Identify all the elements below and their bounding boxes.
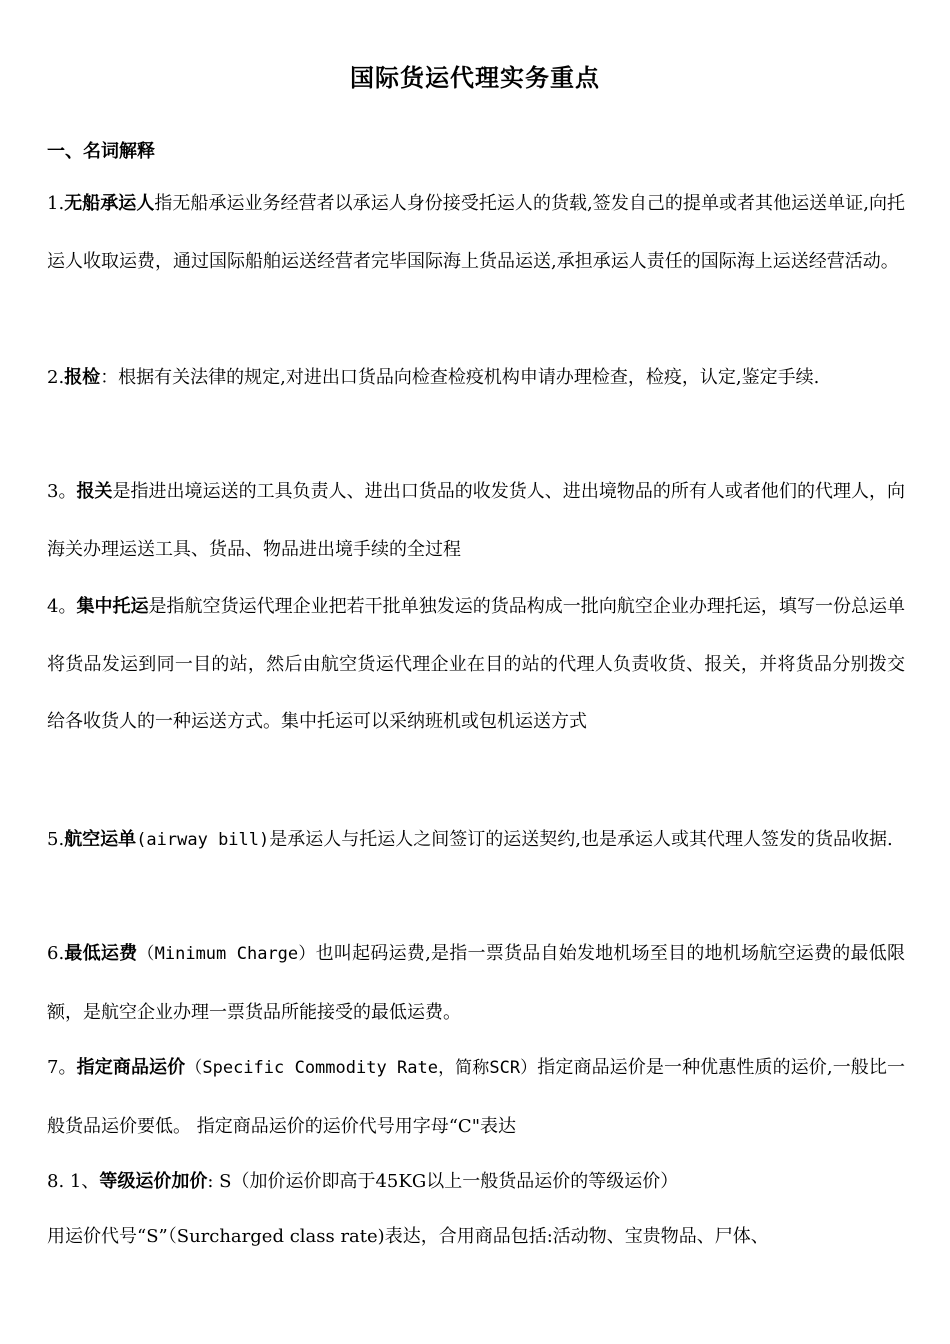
section-heading: 一、名词解释 xyxy=(47,141,155,162)
item-body: 指定商品运价是一种优惠性质的运价,一般比一般货品运价要低。 指定商品运价的运价代号用字母“C"表达 xyxy=(47,1057,906,1137)
definition-item-7 xyxy=(47,1039,905,1155)
item-term: 航空运单 xyxy=(64,829,137,850)
item-term: 报关 xyxy=(76,481,113,502)
item-term: 指定商品运价 xyxy=(76,1057,186,1078)
item-number: 6. xyxy=(47,943,65,964)
item-english-term: (airway bill) xyxy=(136,830,270,850)
item-body: 是指进出境运送的工具负责人、进出口货品的收发货人、进出境物品的所有人或者他们的代理人，向海关办理运送工具、货品、物品进出境手续的全过程 xyxy=(47,481,906,560)
item-number: 5. xyxy=(47,829,65,850)
item-body: 是承运人与托运人之间签订的运送契约,也是承运人或其代理人签发的货品收据. xyxy=(269,829,893,850)
item-term: 等级运价加价 xyxy=(99,1171,208,1192)
item-body: 是指航空货运代理企业把若干批单独发运的货品构成一批向航空企业办理托运，填写一份总运单将货品发运到同一目的站，然后由航空货运代理企业在目的站的代理人负责收货、报关，并将货品分别拨交给各收货人的一种运送方式。集中托运可以采纳班机或包机运送方式 xyxy=(47,596,906,732)
definition-item-5 xyxy=(47,811,905,870)
item-number: 2. xyxy=(47,367,65,388)
definition-item-8 xyxy=(47,1153,905,1211)
definition-item-4 xyxy=(47,578,905,751)
definition-item-2 xyxy=(47,349,905,407)
item-body: 也叫起码运费,是指一票货品自始发地机场至目的地机场航空运费的最低限额，是航空企业办理一票货品所能接受的最低运费。 xyxy=(47,943,906,1023)
item-body: 指无船承运业务经营者以承运人身份接受托运人的货载,签发自己的提单或者其他运送单证,向托运人收取运费，通过国际船舶运送经营者完毕国际海上货品运送,承担承运人责任的国际海上运送经营活动。 xyxy=(47,193,905,272)
definition-item-1 xyxy=(47,175,905,290)
definition-item-3 xyxy=(47,463,905,578)
item-term: 集中托运 xyxy=(76,596,149,617)
item-number: 8. 1、 xyxy=(47,1171,100,1192)
item-body: ：根据有关法律的规定,对进出口货品向检查检疫机构申请办理检查，检疫，认定,鉴定手续. xyxy=(100,367,820,388)
document-title: 国际货运代理实务重点 xyxy=(350,63,600,92)
item-number: 1. xyxy=(47,193,65,214)
item-term: 最低运费 xyxy=(64,943,138,964)
item-body: : S（加价运价即高于45KG以上一般货品运价的等级运价） xyxy=(207,1171,679,1192)
item-english-term: （Specific Commodity Rate，简称SCR） xyxy=(185,1058,538,1078)
item-term: 无船承运人 xyxy=(64,193,155,214)
item-english-term: （Minimum Charge） xyxy=(137,944,316,964)
definition-item-6 xyxy=(47,925,905,1041)
item-number: 4。 xyxy=(47,596,77,617)
definition-item-8-continuation xyxy=(47,1208,905,1266)
item-number: 3。 xyxy=(47,481,77,502)
item-number: 7。 xyxy=(47,1057,77,1078)
item-body: 用运价代号“S”（Surcharged class rate)表达，合用商品包括:活动物、宝贵物品、尸体、 xyxy=(47,1226,769,1247)
item-term: 报检 xyxy=(64,367,101,388)
